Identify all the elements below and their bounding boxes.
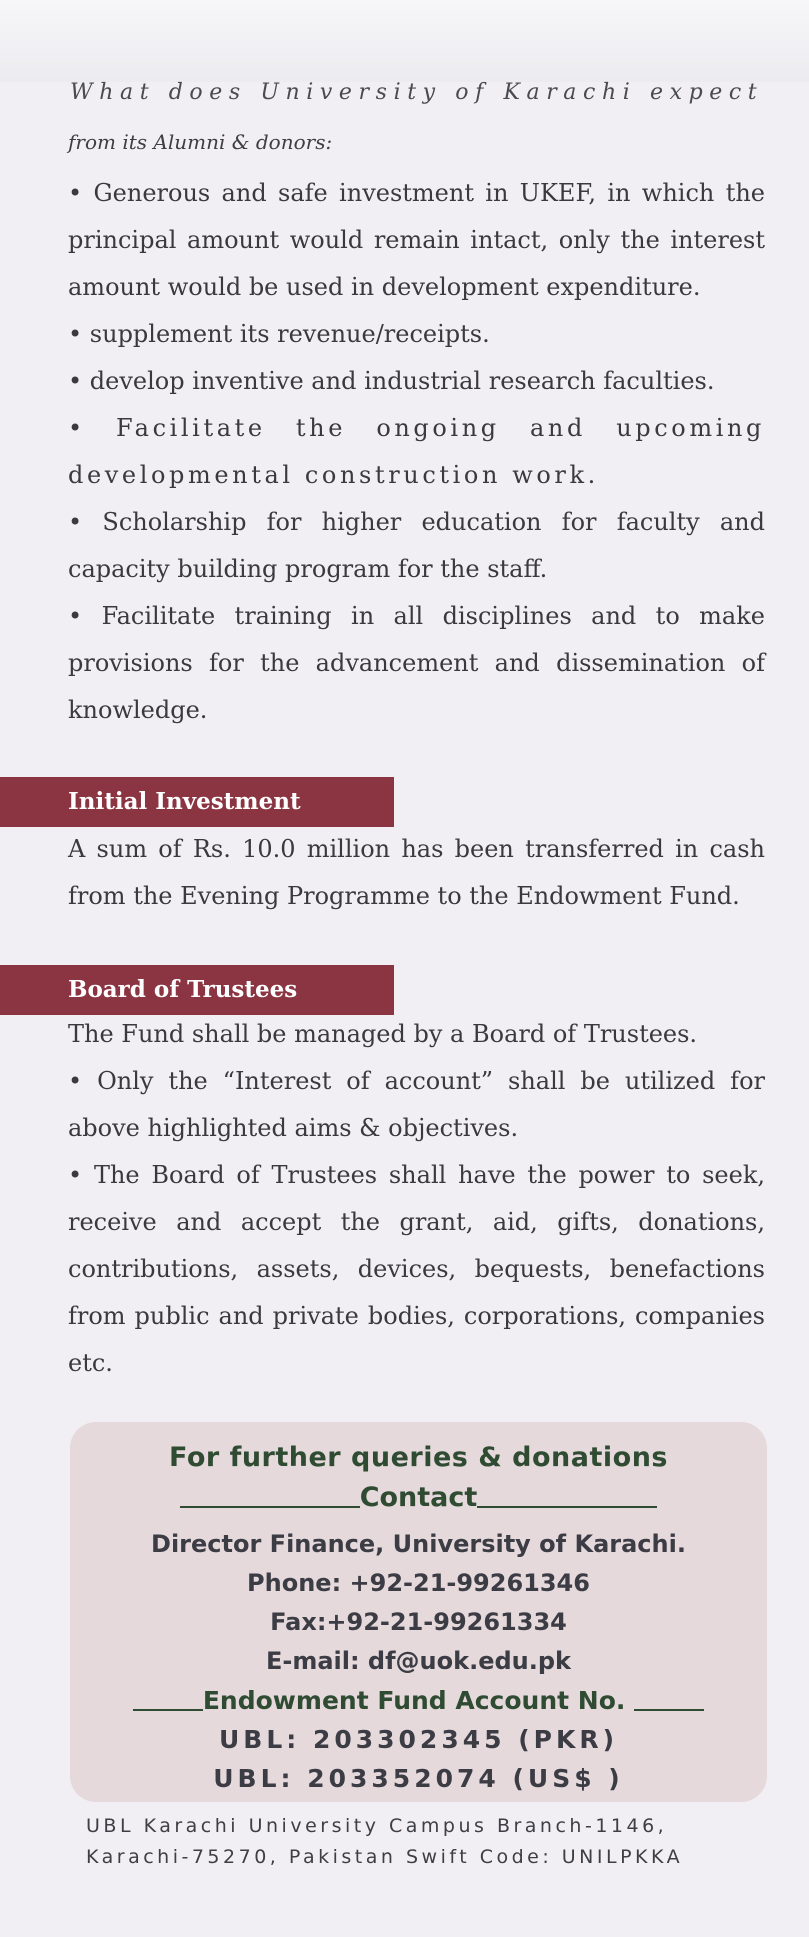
divider <box>634 1709 704 1711</box>
footer-line-1: UBL Karachi University Campus Branch-1146, <box>86 1815 668 1837</box>
contact-title: For further queries & donations <box>168 1442 669 1473</box>
list-item: • Facilitate training in all disciplines and to make provisions for the advancement and dissemination of knowledge. <box>68 593 765 734</box>
initial-investment-heading: Initial Investment <box>0 777 394 827</box>
section-heading: What does University of Karachi expect <box>70 80 764 105</box>
list-item: • Only the “Interest of account” shall be utilized for above highlighted aims & objectives. <box>68 1058 765 1152</box>
board-of-trustees-heading: Board of Trustees <box>0 965 394 1015</box>
list-item: • Facilitate the ongoing and upcoming developmental construction work. <box>68 405 765 499</box>
section-subheading: from its Alumni & donors: <box>68 130 333 154</box>
board-intro: The Fund shall be managed by a Board of Trustees. <box>68 1020 698 1048</box>
contact-subtitle-row <box>70 1482 767 1513</box>
director-line: Director Finance, University of Karachi. <box>151 1530 686 1558</box>
top-band <box>0 0 809 82</box>
account-title-row <box>70 1686 767 1715</box>
account-title: Endowment Fund Account No. <box>202 1686 626 1715</box>
list-item: • supplement its revenue/receipts. <box>68 311 765 358</box>
contact-box <box>70 1422 767 1802</box>
divider <box>133 1709 203 1711</box>
list-item: • Scholarship for higher education for faculty and capacity building program for the staff. <box>68 499 765 593</box>
board-of-trustees-section <box>68 1011 765 1387</box>
divider <box>477 1506 657 1508</box>
divider <box>180 1506 360 1508</box>
contact-subtitle: Contact <box>359 1482 478 1513</box>
list-item: • develop inventive and industrial research faculties. <box>68 358 765 405</box>
email-line: E-mail: df@uok.edu.pk <box>265 1647 572 1675</box>
footer-line-2: Karachi-75270, Pakistan Swift Code: UNILPKKA <box>86 1846 684 1868</box>
expectations-list <box>68 170 765 734</box>
fax-line: Fax:+92-21-99261334 <box>270 1608 567 1636</box>
initial-investment-text: A sum of Rs. 10.0 million has been transferred in cash from the Evening Programme to the Endowment Fund. <box>68 835 765 910</box>
list-item: • Generous and safe investment in UKEF, in which the principal amount would remain intact, only the interest amount would be used in development expenditure. <box>68 170 765 311</box>
account-usd: UBL: 203352074 (US$ ) <box>213 1764 624 1793</box>
account-pkr: UBL: 203302345 (PKR) <box>218 1725 619 1754</box>
initial-investment-section <box>68 826 765 920</box>
list-item: • The Board of Trustees shall have the power to seek, receive and accept the grant, aid, gifts, donations, contributions, assets, devices, bequests, benefactions from public and private bodies, corporations, companies etc. <box>68 1152 765 1387</box>
phone-line: Phone: +92-21-99261346 <box>247 1569 590 1597</box>
